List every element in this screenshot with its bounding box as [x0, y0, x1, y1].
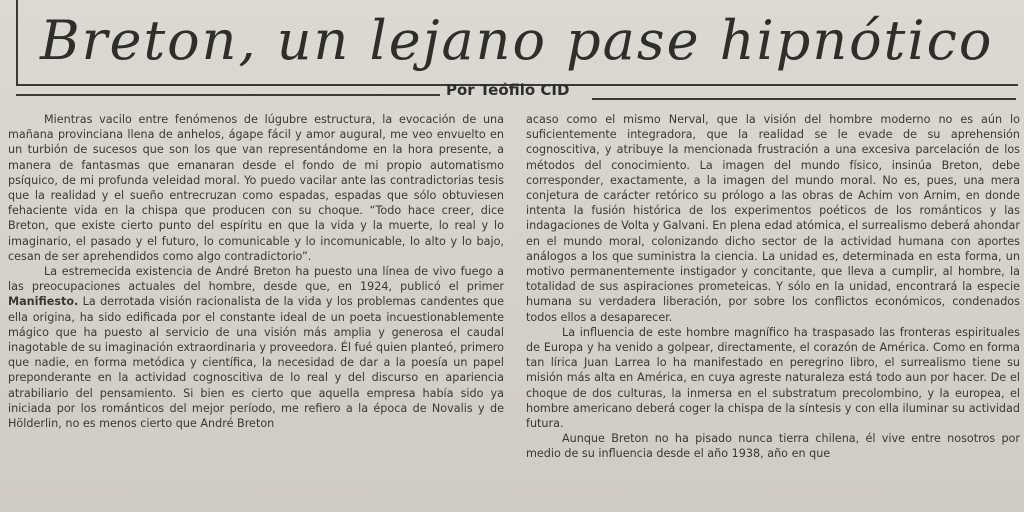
paragraph-text: La derrotada visión racionalista de la vida y los problemas candentes que ella origina, ha sido edificada por el constante ideal de un poeta incuestionablemente mágico que ha puesto al servicio de una visión más amplia y generosa el caudal inagotable de su imaginación extraordinaria y proveedora. Él fué quien planteó, primero que nadie, en forma metódica y científica, la necesidad de dar a la poesía un papel preponderante en la actividad cognoscitiva de lo real y del discurso en apariencia atrabiliario del pensamiento. Si bien es cierto que aquella empresa había sido ya iniciada por los románticos del mejor período, me refiero a la época de Novalis y de Hölderlin, no es menos cierto que André Breton — [8, 295, 504, 431]
right-column — [526, 112, 1020, 512]
byline-rule-right — [592, 98, 1016, 100]
paragraph: Mientras vacilo entre fenómenos de lúgubre estructura, la evocación de una mañana provinciana llena de anhelos, ágape fácil y amor augural, me veo envuelto en un turbión de sucesos que son los que van representándome en la hora presente, a manera de fantasmas que emanaran desde el fondo de mi propio automatismo psíquico, de mi profunda veleidad moral. Yo puedo vacilar ante las contradictorias tesis que la realidad y el sueño entrecruzan como espadas, espadas que sólo obtuviesen fehaciente vida en la chispa que producen con su choque. “Todo hace creer, dice Breton, que existe cierto punto del espíritu en que la vida y la muerte, lo real y lo imaginario, el pasado y el futuro, lo comunicable y lo incomunicable, lo alto y lo bajo, cesan de ser aprehendidos como algo contradictorio”. — [8, 113, 504, 263]
byline-rule-left — [16, 94, 440, 96]
paragraph-text: La estremecida existencia de André Breton ha puesto una línea de vivo fuego a las preocupaciones actuales del hombre, desde que, en 1924, publicó el primer — [8, 265, 504, 294]
article-byline: Por Teófilo CID — [446, 81, 570, 99]
manifiesto-title: Manifiesto. — [8, 295, 79, 309]
paragraph — [8, 264, 504, 431]
paragraph: Aunque Breton no ha pisado nunca tierra chilena, él vive entre nosotros por medio de su influencia desde el año 1938, año en que — [526, 432, 1020, 461]
left-column — [8, 112, 504, 512]
article-title: Breton, un lejano pase hipnótico — [40, 9, 994, 72]
paragraph: La influencia de este hombre magnífico ha traspasado las fronteras espirituales de Europa y ha venido a golpear, directamente, el corazón de América. Como en forma tan lírica Juan Larrea lo ha manifestado en peregrino libro, el surrealismo tiene su misión más alta en América, en cuya agreste naturaleza está todo aun por hacer. De el choque de dos culturas, la inmersa en el substratum precolombino, y la europea, el hombre americano deberá coger la chispa de la síntesis y con ella iluminar su actividad futura. — [526, 325, 1020, 431]
paragraph: acaso como el mismo Nerval, que la visión del hombre moderno no es aún lo suficientemente integradora, que la realidad se le evade de su aprehensión cognoscitiva, y atribuye la mencionada frustración a una excesiva parcelación de los métodos del conocimiento. La imagen del mundo físico, insinúa Breton, debe corresponder, exactamente, a la imagen del mundo moral. No es, pues, una mera conjetura de carácter retórico su prólogo a las obras de Achim von Arnim, en donde intenta la fusión histórica de los experimentos poéticos de los románticos y las indagaciones de Volta y Galvani. En plena edad atómica, el surrealismo deberá ahondar en el mundo moral, colonizando dicho sector de la actividad humana con aportes análogos a los que suministra la ciencia. La unidad es, determinada en esta forma, un motivo permanentemente instigador y concitante, que lleva a cumplir, al hombre, la totalidad de sus aspiraciones prometeicas. Y sólo en la unidad, encontrará la especie humana su verdadera liberación, por sobre los conflictos económicos, condenados todos ellos a desaparecer. — [526, 113, 1020, 324]
